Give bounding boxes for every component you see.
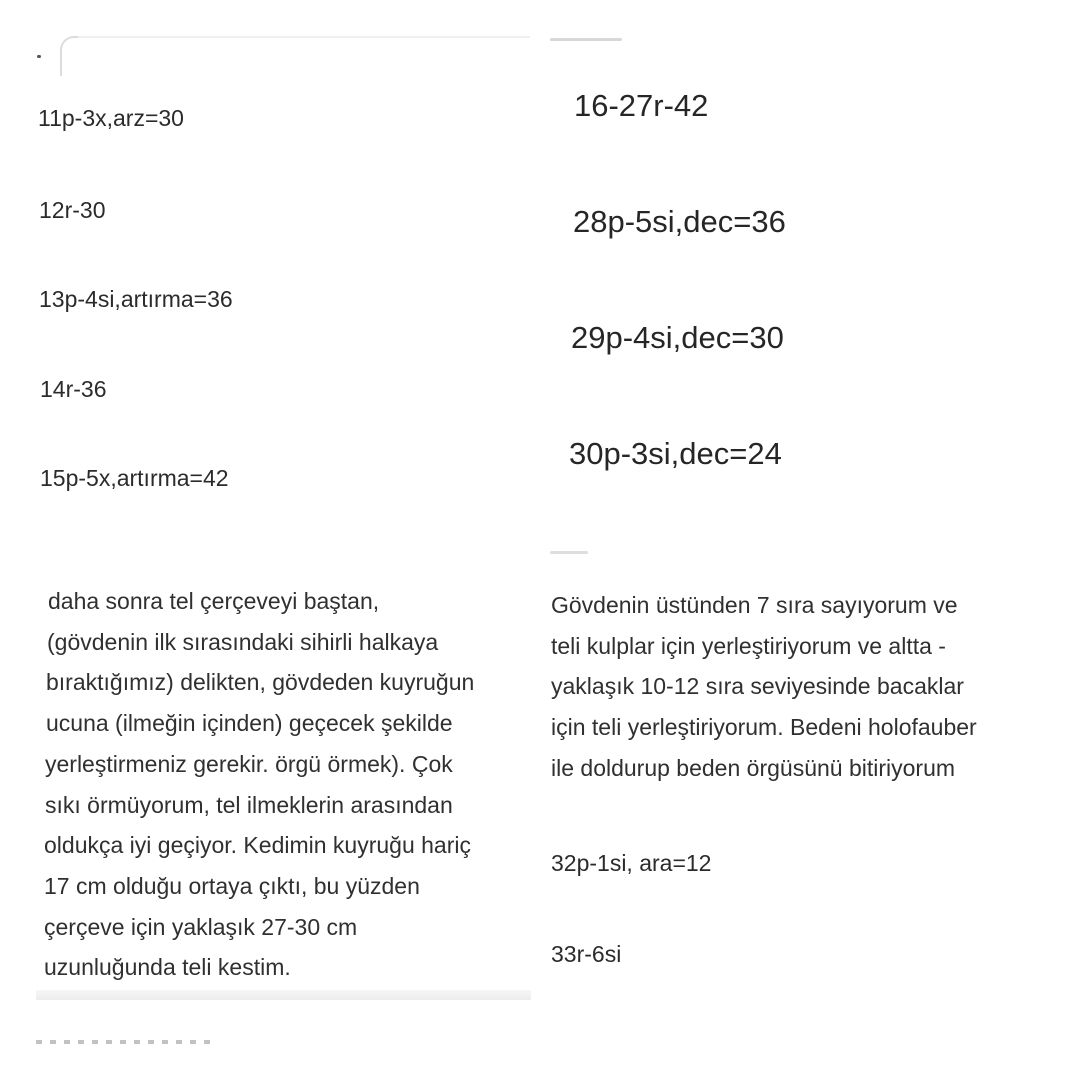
pattern-row-13: 13p-4si,artırma=36 [39,286,233,312]
pattern-row-33: 33r-6si [551,941,622,967]
section-divider-right [550,551,588,554]
paragraph-line: ile doldurup beden örgüsünü bitiriyorum [551,754,956,781]
pattern-row-16-27: 16-27r-42 [574,88,709,123]
pattern-row-15: 15p-5x,artırma=42 [40,465,229,491]
top-edge-line-left [78,36,530,38]
paragraph-line: yerleştirmeniz gerekir. örgü örmek). Çok [45,750,453,777]
pattern-row-14: 14r-36 [40,376,107,402]
paragraph-line: daha sonra tel çerçeveyi baştan, [48,588,380,614]
pattern-row-28: 28p-5si,dec=36 [573,204,786,239]
paragraph-line: çerçeve için yaklaşık 27-30 cm [44,913,358,940]
stuffing-instructions [551,585,977,789]
paragraph-line: uzunluğunda teli kestim. [44,954,291,981]
pattern-row-12: 12r-30 [39,197,106,223]
bottom-band-left [36,990,531,1000]
paragraph-line: sıkı örmüyorum, tel ilmeklerin arasından [45,791,453,818]
paragraph-line: Gövdenin üstünden 7 sıra sayıyorum ve [551,592,958,618]
paragraph-line: (gövdenin ilk sırasındaki sihirli halkaya [47,628,439,655]
paragraph-line: 17 cm olduğu ortaya çıktı, bu yüzden [44,872,420,899]
paragraph-line: oldukça iyi geçiyor. Kedimin kuyruğu hariç [44,832,471,859]
pattern-row-32: 32p-1si, ara=12 [551,850,712,876]
paragraph-line: yaklaşık 10-12 sıra seviyesinde bacaklar [551,673,964,700]
paragraph-line: ucuna (ilmeğin içinden) geçecek şekilde [46,710,453,737]
scan-dot [37,55,41,58]
paragraph-line: teli kulplar için yerleştiriyorum ve altta - [551,632,946,659]
paragraph-line: bıraktığımız) delikten, gövdeden kuyruğun [46,669,475,696]
cropped-text-fragment [36,1040,216,1044]
paragraph-line: için teli yerleştiriyorum. Bedeni holofauber [551,714,977,741]
pattern-row-30: 30p-3si,dec=24 [569,436,782,471]
page-corner-mark [60,36,78,76]
wire-frame-instructions [44,581,474,988]
top-edge-line-right [550,38,622,41]
pattern-row-11: 11p-3x,arz=30 [38,105,184,131]
pattern-row-29: 29p-4si,dec=30 [571,320,784,355]
